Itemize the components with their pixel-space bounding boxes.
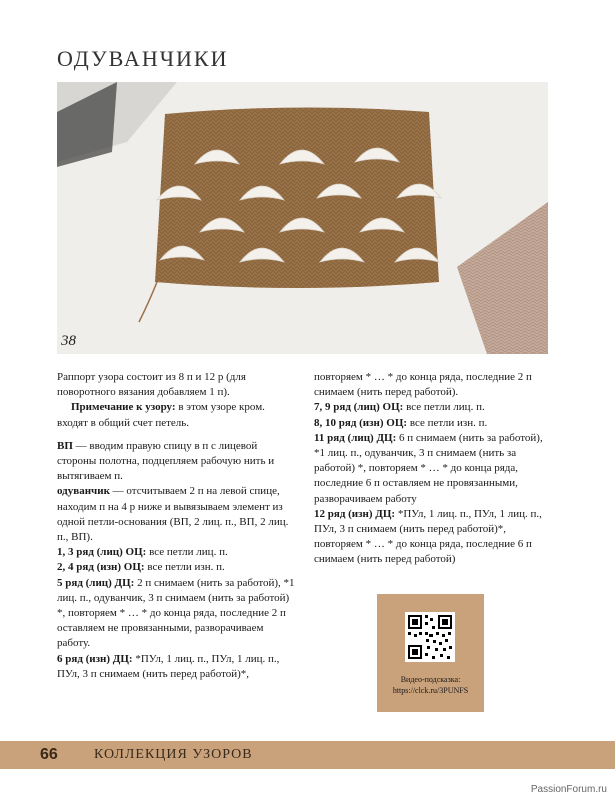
instructions-right-column xyxy=(314,370,554,568)
row-7-9-label: 7, 9 ряд (лиц) ОЦ: xyxy=(314,401,404,414)
page-title: ОДУВАНЧИКИ xyxy=(57,46,229,71)
video-hint-label: Видео-подсказка: xyxy=(400,675,461,684)
vp-term: ВП xyxy=(57,439,73,452)
knit-swatch-illustration xyxy=(57,82,548,354)
row-11-label: 11 ряд (лиц) ДЦ: xyxy=(314,431,397,444)
row-5-label: 5 ряд (лиц) ДЦ: xyxy=(57,576,135,589)
dandelion-term: одуванчик xyxy=(57,485,110,498)
page-number: 66 xyxy=(40,746,58,763)
row-1-3-text: все петли лиц. п. xyxy=(146,546,228,559)
photo-number: 38 xyxy=(61,333,76,349)
vp-definition xyxy=(57,439,295,485)
row-12 xyxy=(314,507,554,568)
row-2-4-text: все петли изн. п. xyxy=(144,561,225,574)
row-5-text: 2 п снимаем (нить за работой), *1 лиц. п., одуванчик, 3 п снимаем (нить за работой) *, повторяем * … * до конца ряда, последние 2 п оставляем не провязанными, разворачиваем работу. xyxy=(57,576,295,650)
vp-text: — вводим правую спицу в п с лицевой стороны полотна, подцепляем рабочую нить и вытягиваем п. xyxy=(57,439,275,483)
row-8-10-label: 8, 10 ряд (изн) ОЦ: xyxy=(314,416,408,429)
row-6-label: 6 ряд (изн) ДЦ: xyxy=(57,652,133,665)
page-footer xyxy=(0,741,615,769)
row-7-9-text: все петли лиц. п. xyxy=(403,401,485,414)
note-paragraph xyxy=(57,400,295,430)
instructions-left-column xyxy=(57,370,295,682)
row-8-10-text: все петли изн. п. xyxy=(407,416,488,429)
watermark: PassionForum.ru xyxy=(530,784,607,795)
row-2-4 xyxy=(57,560,295,575)
rapport-text: Раппорт узора состоит из 8 п и 12 р (для поворотного вязания добавляем 1 п). xyxy=(57,371,246,399)
video-hint-card xyxy=(377,594,484,712)
video-hint-url[interactable]: https://clck.ru/3PUNFS xyxy=(392,686,469,695)
row-1-3 xyxy=(57,545,295,560)
row-8-10 xyxy=(314,416,554,431)
dandelion-definition xyxy=(57,484,295,545)
row-11-text: 6 п снимаем (нить за работой), *1 лиц. п., одуванчик, 3 п снимаем (нить за работой) *, повторяем * … * до конца ряда, последние 6 п оставляем не провязанными, разворачиваем работу xyxy=(314,431,543,505)
row-12-text: *ПУл, 1 лиц. п., ПУл, 1 лиц. п., ПУл, 3 п снимаем (нить перед работой)*, повторяем * … * до конца ряда, последние 6 п снимаем (нить перед работой) xyxy=(314,507,542,566)
qr-code-icon xyxy=(405,612,455,662)
knitting-photo xyxy=(57,82,548,354)
dandelion-text: — отсчитываем 2 п на левой спице, находим п на 4 р ниже и вывязываем элемент из одной петли-основания (ВП, 2 лиц. п., ВП, 2 лиц. п., ВП). xyxy=(57,485,289,544)
row-6-continued: повторяем * … * до конца ряда, последние 2 п снимаем (нить перед работой). xyxy=(314,371,532,399)
row-11 xyxy=(314,431,554,507)
row-5 xyxy=(57,576,295,652)
row-1-3-label: 1, 3 ряд (лиц) ОЦ: xyxy=(57,546,147,559)
note-text: в этом узоре кром. входят в общий счет петель. xyxy=(57,401,265,429)
video-hint-text xyxy=(377,674,484,696)
row-12-label: 12 ряд (изн) ДЦ: xyxy=(314,507,396,520)
row-7-9 xyxy=(314,400,554,415)
note-label: Примечание к узору: xyxy=(71,401,176,414)
collection-title: КОЛЛЕКЦИЯ УЗОРОВ xyxy=(94,747,253,762)
row-6-text: *ПУл, 1 лиц. п., ПУл, 1 лиц. п., ПУл, 3 п снимаем (нить перед работой)*, xyxy=(57,652,280,680)
row-2-4-label: 2, 4 ряд (изн) ОЦ: xyxy=(57,561,145,574)
row-6 xyxy=(57,652,295,682)
qr-code[interactable] xyxy=(405,612,455,662)
